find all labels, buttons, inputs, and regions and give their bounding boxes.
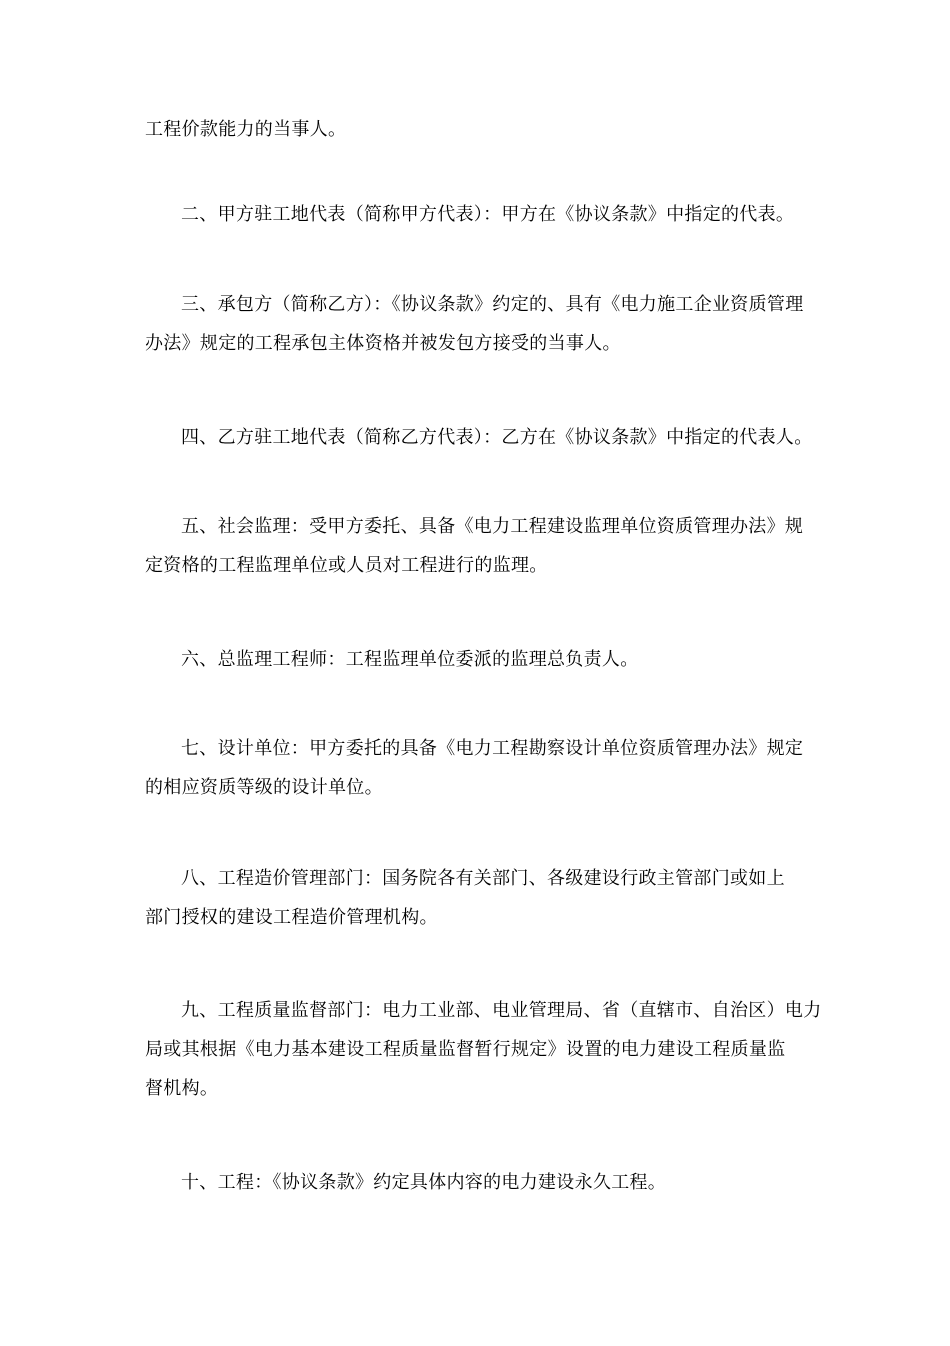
paragraph-10-project bbox=[145, 1163, 825, 1202]
text-line: 局或其根据《电力基本建设工程质量监督暂行规定》设置的电力建设工程质量监 bbox=[145, 1039, 786, 1060]
paragraph-3-contractor bbox=[145, 285, 825, 363]
text-line: 四、乙方驻工地代表（简称乙方代表）：乙方在《协议条款》中指定的代表人。 bbox=[181, 427, 813, 448]
text-line: 八、工程造价管理部门：国务院各有关部门、各级建设行政主管部门或如上 bbox=[181, 868, 785, 889]
text-line: 工程价款能力的当事人。 bbox=[145, 119, 347, 140]
text-line: 六、总监理工程师：工程监理单位委派的监理总负责人。 bbox=[181, 649, 639, 670]
paragraph-2-site-representative-a bbox=[145, 195, 825, 234]
text-line: 三、承包方（简称乙方）：《协议条款》约定的、具有《电力施工企业资质管理 bbox=[181, 294, 804, 315]
text-line: 十、工程：《协议条款》约定具体内容的电力建设永久工程。 bbox=[181, 1172, 667, 1193]
text-line: 二、甲方驻工地代表（简称甲方代表）：甲方在《协议条款》中指定的代表。 bbox=[181, 204, 795, 225]
text-line: 定资格的工程监理单位或人员对工程进行的监理。 bbox=[145, 555, 548, 576]
text-line: 五、社会监理：受甲方委托、具备《电力工程建设监理单位资质管理办法》规 bbox=[181, 516, 804, 537]
text-line: 九、工程质量监督部门：电力工业部、电业管理局、省（直辖市、自治区）电力 bbox=[181, 1000, 822, 1021]
paragraph-5-social-supervision bbox=[145, 507, 825, 585]
paragraph-continuation bbox=[145, 110, 825, 149]
paragraph-4-site-representative-b bbox=[145, 418, 825, 457]
paragraph-7-design-unit bbox=[145, 729, 825, 807]
paragraph-9-quality-supervision bbox=[145, 991, 825, 1108]
text-line: 督机构。 bbox=[145, 1078, 219, 1099]
text-line: 办法》规定的工程承包主体资格并被发包方接受的当事人。 bbox=[145, 333, 621, 354]
paragraph-6-chief-supervisor bbox=[145, 640, 825, 679]
text-line: 部门授权的建设工程造价管理机构。 bbox=[145, 907, 438, 928]
text-line: 的相应资质等级的设计单位。 bbox=[145, 777, 383, 798]
paragraph-8-cost-management bbox=[145, 859, 825, 937]
text-line: 七、设计单位：甲方委托的具备《电力工程勘察设计单位资质管理办法》规定 bbox=[181, 738, 804, 759]
